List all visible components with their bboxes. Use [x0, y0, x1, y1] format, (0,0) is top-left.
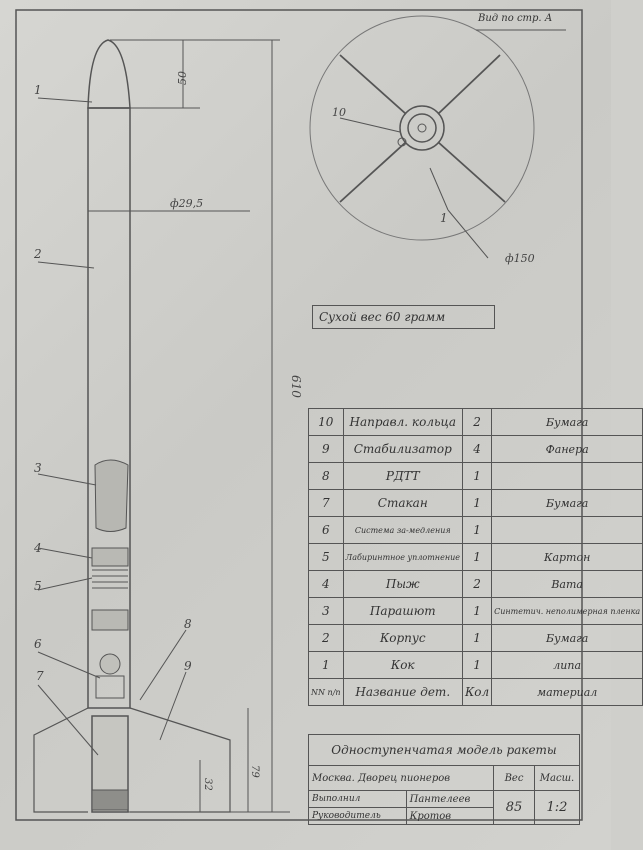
- dim-diameter-text: ф29,5: [170, 197, 204, 210]
- parts-row: [309, 625, 643, 652]
- parts-row: [309, 571, 643, 598]
- parts-header-row: [309, 679, 643, 706]
- label-9: 9: [184, 659, 192, 673]
- stamp-weight-value: 85: [494, 791, 535, 825]
- label-5: 5: [34, 579, 42, 593]
- label-1: 1: [34, 83, 42, 97]
- parts-cell-material: липа: [492, 652, 643, 679]
- parts-cell-material: Бумага: [492, 409, 643, 436]
- parts-cell-name: Стакан: [343, 490, 462, 517]
- parts-table: [308, 408, 643, 706]
- parts-row: [309, 598, 643, 625]
- label-2: 2: [34, 247, 42, 261]
- parts-header-material: материал: [492, 679, 643, 706]
- label-4: 4: [34, 541, 42, 555]
- parts-cell-material: [492, 517, 643, 544]
- parts-cell-n: 2: [309, 625, 344, 652]
- nose-cone: [88, 40, 130, 108]
- label-7: 7: [36, 669, 44, 683]
- parts-cell-material: Картон: [492, 544, 643, 571]
- parts-cell-qty: 2: [462, 571, 491, 598]
- stamp-scale-label: Масш.: [535, 766, 580, 791]
- parts-cell-n: 10: [309, 409, 344, 436]
- stamp-weight-label: Вес: [494, 766, 535, 791]
- title-block: [308, 734, 580, 825]
- parts-cell-n: 4: [309, 571, 344, 598]
- parts-row: [309, 436, 643, 463]
- dry-weight-box: Сухой вес 60 грамм: [312, 305, 495, 329]
- parts-row: [309, 463, 643, 490]
- stamp-org: Москва. Дворец пионеров: [309, 766, 494, 791]
- dim-length-text: 610: [289, 375, 303, 398]
- parts-cell-qty: 2: [462, 409, 491, 436]
- parts-cell-name: Стабилизатор: [343, 436, 462, 463]
- parts-cell-n: 8: [309, 463, 344, 490]
- view-label: Вид по стр. А: [478, 13, 553, 24]
- view-fins: [340, 55, 505, 202]
- stamp-head-name: Кротов: [406, 808, 493, 825]
- stamp-scale-value: 1:2: [535, 791, 580, 825]
- parts-cell-qty: 1: [462, 517, 491, 544]
- parts-cell-name: Парашют: [343, 598, 462, 625]
- parts-cell-n: 5: [309, 544, 344, 571]
- parachute-part: [95, 460, 128, 532]
- parts-row: [309, 544, 643, 571]
- parts-cell-material: Бумага: [492, 625, 643, 652]
- view-label-10: 10: [332, 106, 346, 119]
- parts-cell-qty: 4: [462, 436, 491, 463]
- parts-row: [309, 490, 643, 517]
- fin-left: [34, 708, 88, 812]
- parts-cell-material: Синтетич. неполимерная пленка: [492, 598, 643, 625]
- parts-cell-material: Вата: [492, 571, 643, 598]
- label-8: 8: [184, 617, 192, 631]
- parts-cell-qty: 1: [462, 463, 491, 490]
- parts-cell-n: 1: [309, 652, 344, 679]
- parts-header-name: Название дет.: [343, 679, 462, 706]
- parts-cell-name: Кок: [343, 652, 462, 679]
- parts-cell-name: Лабиринтное уплотнение: [343, 544, 462, 571]
- parts-cell-material: Бумага: [492, 490, 643, 517]
- delay-system: [100, 654, 120, 674]
- wadding-part: [92, 548, 128, 566]
- label-3: 3: [34, 461, 42, 475]
- parts-header-qty: Кол: [462, 679, 491, 706]
- parts-row: [309, 652, 643, 679]
- parts-cell-name: Система за-медления: [343, 517, 462, 544]
- parts-cell-name: Пыж: [343, 571, 462, 598]
- parts-cell-qty: 1: [462, 652, 491, 679]
- dim-fin-diameter-text: ф150: [505, 252, 535, 265]
- parts-cell-qty: 1: [462, 544, 491, 571]
- parts-cell-n: 6: [309, 517, 344, 544]
- dim-nose-text: 50: [176, 71, 189, 85]
- view-circle: [310, 16, 534, 240]
- parts-header-n: NN п/п: [309, 679, 344, 706]
- view-label-1: 1: [440, 211, 448, 225]
- stamp-performed-label: Выполнил: [309, 791, 407, 808]
- parts-cell-material: Фанера: [492, 436, 643, 463]
- parts-cell-n: 3: [309, 598, 344, 625]
- parts-row: [309, 517, 643, 544]
- parts-cell-material: [492, 463, 643, 490]
- stamp-title: Одноступенчатая модель ракеты: [309, 735, 580, 766]
- dim-fin-height-text: 79: [249, 765, 260, 778]
- parts-row: [309, 409, 643, 436]
- parts-cell-n: 7: [309, 490, 344, 517]
- parts-cell-name: Направл. кольца: [343, 409, 462, 436]
- parts-cell-qty: 1: [462, 490, 491, 517]
- parts-cell-name: Корпус: [343, 625, 462, 652]
- dim-lug-text: 32: [202, 778, 213, 791]
- parts-cell-name: РДТТ: [343, 463, 462, 490]
- parts-cell-qty: 1: [462, 598, 491, 625]
- fin-right: [130, 708, 230, 812]
- label-6: 6: [34, 637, 42, 651]
- stamp-performed-name: Пантелеев: [406, 791, 493, 808]
- stamp-head-label: Руководитель: [309, 808, 407, 825]
- parts-cell-qty: 1: [462, 625, 491, 652]
- parts-cell-n: 9: [309, 436, 344, 463]
